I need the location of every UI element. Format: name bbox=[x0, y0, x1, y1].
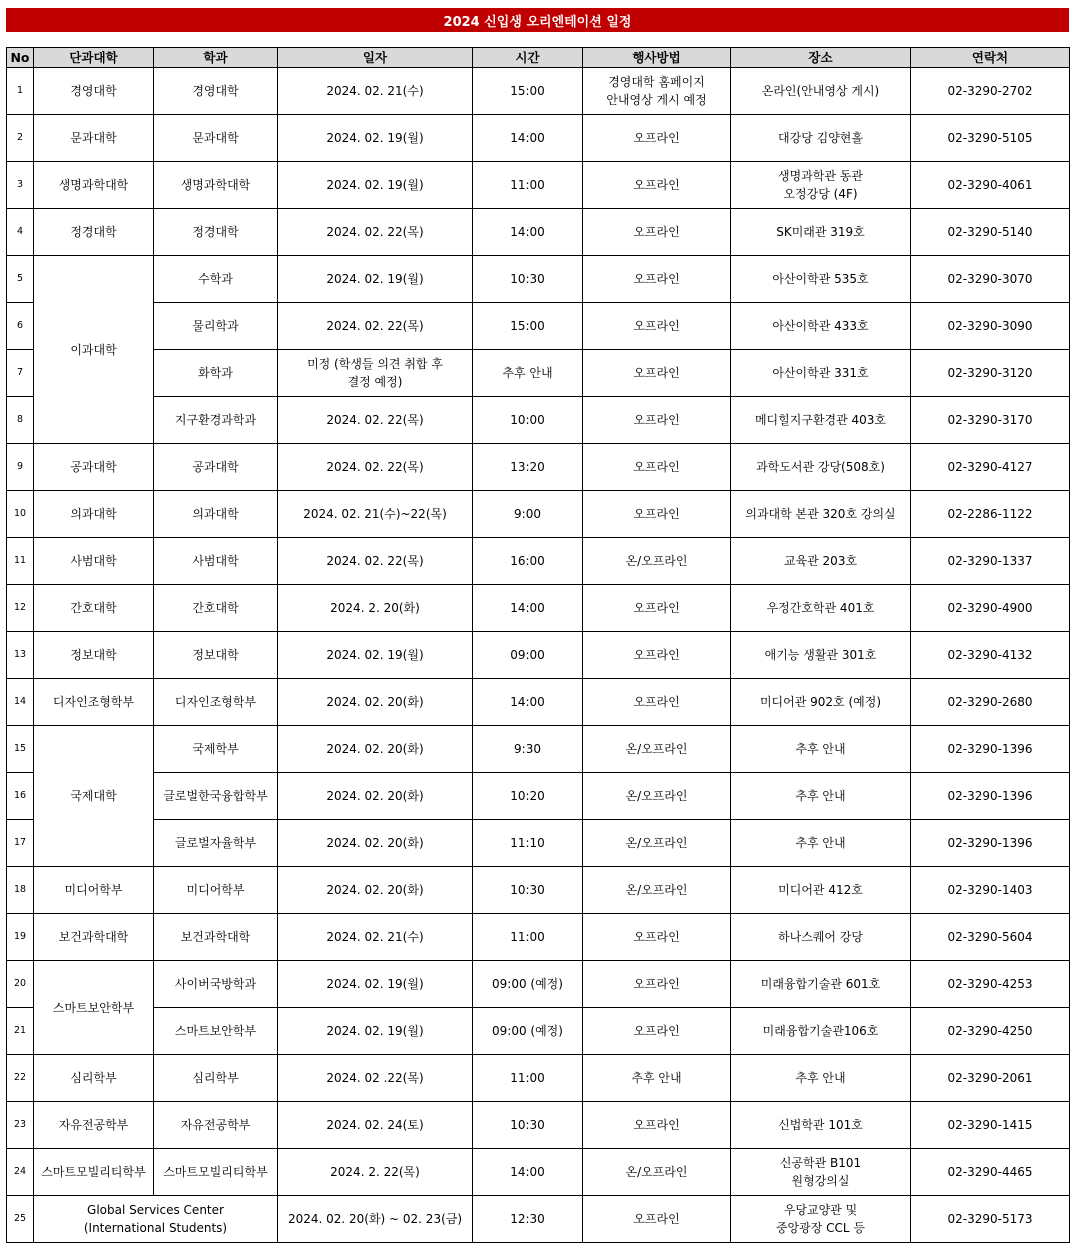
header-row bbox=[7, 48, 1070, 68]
table-row bbox=[7, 303, 1070, 350]
place-cell: 대강당 김양현홀 bbox=[731, 115, 911, 162]
contact-cell: 02-3290-1396 bbox=[911, 773, 1070, 820]
time-cell: 09:00 (예정) bbox=[473, 1008, 583, 1055]
row-number-cell: 21 bbox=[7, 1008, 34, 1055]
place-cell: 미래융합기술관106호 bbox=[731, 1008, 911, 1055]
dept-cell: 사이버국방학과 bbox=[154, 961, 278, 1008]
dept-cell: 간호대학 bbox=[154, 585, 278, 632]
table-row bbox=[7, 585, 1070, 632]
place-cell: 추후 안내 bbox=[731, 773, 911, 820]
method-cell: 오프라인 bbox=[583, 1102, 731, 1149]
dept-cell: 국제학부 bbox=[154, 726, 278, 773]
college-cell: 생명과학대학 bbox=[34, 162, 154, 209]
dept-cell: 생명과학대학 bbox=[154, 162, 278, 209]
place-cell: 미디어관 902호 (예정) bbox=[731, 679, 911, 726]
contact-cell: 02-3290-5105 bbox=[911, 115, 1070, 162]
college-cell: 스마트모빌리티학부 bbox=[34, 1149, 154, 1196]
dept-cell: 글로벌자율학부 bbox=[154, 820, 278, 867]
table-row bbox=[7, 209, 1070, 256]
dept-cell: 자유전공학부 bbox=[154, 1102, 278, 1149]
table-row bbox=[7, 820, 1070, 867]
row-number-cell: 1 bbox=[7, 68, 34, 115]
table-row bbox=[7, 773, 1070, 820]
row-number-cell: 8 bbox=[7, 397, 34, 444]
dept-cell: 수학과 bbox=[154, 256, 278, 303]
method-cell: 오프라인 bbox=[583, 397, 731, 444]
contact-cell: 02-3290-4132 bbox=[911, 632, 1070, 679]
date-cell: 2024. 02. 22(목) bbox=[278, 303, 473, 350]
date-cell: 2024. 02. 19(월) bbox=[278, 961, 473, 1008]
row-number-cell: 5 bbox=[7, 256, 34, 303]
row-number-cell: 9 bbox=[7, 444, 34, 491]
dept-cell: 스마트모빌리티학부 bbox=[154, 1149, 278, 1196]
dept-cell: 심리학부 bbox=[154, 1055, 278, 1102]
contact-cell: 02-3290-2061 bbox=[911, 1055, 1070, 1102]
college-cell: 심리학부 bbox=[34, 1055, 154, 1102]
dept-cell: 물리학과 bbox=[154, 303, 278, 350]
time-cell: 9:00 bbox=[473, 491, 583, 538]
page-title: 2024 신입생 오리엔테이션 일정 bbox=[6, 8, 1069, 32]
date-cell: 2024. 02. 22(목) bbox=[278, 444, 473, 491]
method-cell: 오프라인 bbox=[583, 444, 731, 491]
college-cell: 사범대학 bbox=[34, 538, 154, 585]
college-cell: 디자인조형학부 bbox=[34, 679, 154, 726]
table-row bbox=[7, 1196, 1070, 1243]
dept-cell: 정경대학 bbox=[154, 209, 278, 256]
date-cell: 2024. 02. 20(화) bbox=[278, 679, 473, 726]
date-cell: 2024. 02 .22(목) bbox=[278, 1055, 473, 1102]
time-cell: 14:00 bbox=[473, 679, 583, 726]
dept-cell: 사범대학 bbox=[154, 538, 278, 585]
date-cell: 2024. 2. 20(화) bbox=[278, 585, 473, 632]
table-row bbox=[7, 1102, 1070, 1149]
row-number-cell: 17 bbox=[7, 820, 34, 867]
method-cell: 온/오프라인 bbox=[583, 773, 731, 820]
college-cell: 정보대학 bbox=[34, 632, 154, 679]
college-cell: 보건과학대학 bbox=[34, 914, 154, 961]
contact-cell: 02-3290-4061 bbox=[911, 162, 1070, 209]
date-cell: 2024. 02. 20(화) bbox=[278, 773, 473, 820]
time-cell: 15:00 bbox=[473, 303, 583, 350]
place-cell: 과학도서관 강당(508호) bbox=[731, 444, 911, 491]
table-row bbox=[7, 397, 1070, 444]
date-cell: 2024. 02. 21(수) bbox=[278, 68, 473, 115]
date-cell: 2024. 2. 22(목) bbox=[278, 1149, 473, 1196]
date-cell: 2024. 02. 20(화) ~ 02. 23(금) bbox=[278, 1196, 473, 1243]
contact-cell: 02-3290-1403 bbox=[911, 867, 1070, 914]
dept-cell: 의과대학 bbox=[154, 491, 278, 538]
place-cell: 생명과학관 동관 오정강당 (4F) bbox=[731, 162, 911, 209]
dept-cell: 보건과학대학 bbox=[154, 914, 278, 961]
method-cell: 온/오프라인 bbox=[583, 726, 731, 773]
row-number-cell: 23 bbox=[7, 1102, 34, 1149]
row-number-cell: 13 bbox=[7, 632, 34, 679]
college-cell: 공과대학 bbox=[34, 444, 154, 491]
date-cell: 2024. 02. 19(월) bbox=[278, 1008, 473, 1055]
table-body bbox=[7, 68, 1070, 1243]
method-cell: 오프라인 bbox=[583, 914, 731, 961]
place-cell: 미래융합기술관 601호 bbox=[731, 961, 911, 1008]
col-header-college: 단과대학 bbox=[34, 48, 154, 68]
contact-cell: 02-3290-4127 bbox=[911, 444, 1070, 491]
table-row bbox=[7, 914, 1070, 961]
row-number-cell: 11 bbox=[7, 538, 34, 585]
time-cell: 추후 안내 bbox=[473, 350, 583, 397]
row-number-cell: 15 bbox=[7, 726, 34, 773]
method-cell: 오프라인 bbox=[583, 256, 731, 303]
table-row bbox=[7, 1149, 1070, 1196]
college-cell: 스마트보안학부 bbox=[34, 961, 154, 1055]
col-header-dept: 학과 bbox=[154, 48, 278, 68]
place-cell: SK미래관 319호 bbox=[731, 209, 911, 256]
contact-cell: 02-3290-5604 bbox=[911, 914, 1070, 961]
time-cell: 16:00 bbox=[473, 538, 583, 585]
method-cell: 오프라인 bbox=[583, 303, 731, 350]
row-number-cell: 22 bbox=[7, 1055, 34, 1102]
college-cell: 의과대학 bbox=[34, 491, 154, 538]
contact-cell: 02-3290-1396 bbox=[911, 726, 1070, 773]
method-cell: 온/오프라인 bbox=[583, 1149, 731, 1196]
college-cell: 국제대학 bbox=[34, 726, 154, 867]
contact-cell: 02-3290-3070 bbox=[911, 256, 1070, 303]
table-row bbox=[7, 68, 1070, 115]
time-cell: 09:00 bbox=[473, 632, 583, 679]
table-row bbox=[7, 350, 1070, 397]
college-cell: 경영대학 bbox=[34, 68, 154, 115]
method-cell: 오프라인 bbox=[583, 961, 731, 1008]
row-number-cell: 3 bbox=[7, 162, 34, 209]
dept-cell: 경영대학 bbox=[154, 68, 278, 115]
method-cell: 오프라인 bbox=[583, 162, 731, 209]
date-cell: 2024. 02. 24(토) bbox=[278, 1102, 473, 1149]
place-cell: 추후 안내 bbox=[731, 820, 911, 867]
contact-cell: 02-3290-5140 bbox=[911, 209, 1070, 256]
time-cell: 14:00 bbox=[473, 585, 583, 632]
contact-cell: 02-3290-4465 bbox=[911, 1149, 1070, 1196]
place-cell: 추후 안내 bbox=[731, 726, 911, 773]
contact-cell: 02-3290-3120 bbox=[911, 350, 1070, 397]
time-cell: 10:30 bbox=[473, 1102, 583, 1149]
row-number-cell: 4 bbox=[7, 209, 34, 256]
dept-cell: 미디어학부 bbox=[154, 867, 278, 914]
row-number-cell: 10 bbox=[7, 491, 34, 538]
time-cell: 09:00 (예정) bbox=[473, 961, 583, 1008]
date-cell: 2024. 02. 20(화) bbox=[278, 867, 473, 914]
table-row bbox=[7, 867, 1070, 914]
time-cell: 10:30 bbox=[473, 867, 583, 914]
dept-cell: 스마트보안학부 bbox=[154, 1008, 278, 1055]
table-row bbox=[7, 1008, 1070, 1055]
row-number-cell: 24 bbox=[7, 1149, 34, 1196]
row-number-cell: 2 bbox=[7, 115, 34, 162]
place-cell: 우정간호학관 401호 bbox=[731, 585, 911, 632]
place-cell: 아산이학관 331호 bbox=[731, 350, 911, 397]
method-cell: 온/오프라인 bbox=[583, 820, 731, 867]
college-cell: 이과대학 bbox=[34, 256, 154, 444]
dept-cell: 공과대학 bbox=[154, 444, 278, 491]
college-dept-cell: Global Services Center (International Students) bbox=[34, 1196, 278, 1243]
dept-cell: 정보대학 bbox=[154, 632, 278, 679]
dept-cell: 문과대학 bbox=[154, 115, 278, 162]
table-row bbox=[7, 115, 1070, 162]
contact-cell: 02-3290-3090 bbox=[911, 303, 1070, 350]
date-cell: 2024. 02. 21(수)~22(목) bbox=[278, 491, 473, 538]
place-cell: 아산이학관 433호 bbox=[731, 303, 911, 350]
table-row bbox=[7, 632, 1070, 679]
date-cell: 2024. 02. 22(목) bbox=[278, 209, 473, 256]
date-cell: 2024. 02. 19(월) bbox=[278, 632, 473, 679]
time-cell: 14:00 bbox=[473, 115, 583, 162]
contact-cell: 02-3290-3170 bbox=[911, 397, 1070, 444]
method-cell: 온/오프라인 bbox=[583, 538, 731, 585]
method-cell: 오프라인 bbox=[583, 1196, 731, 1243]
dept-cell: 디자인조형학부 bbox=[154, 679, 278, 726]
method-cell: 오프라인 bbox=[583, 350, 731, 397]
date-cell: 미정 (학생들 의견 취합 후 결정 예정) bbox=[278, 350, 473, 397]
place-cell: 온라인(안내영상 게시) bbox=[731, 68, 911, 115]
place-cell: 신공학관 B101 원형강의실 bbox=[731, 1149, 911, 1196]
time-cell: 11:00 bbox=[473, 162, 583, 209]
date-cell: 2024. 02. 22(목) bbox=[278, 538, 473, 585]
time-cell: 10:20 bbox=[473, 773, 583, 820]
method-cell: 오프라인 bbox=[583, 632, 731, 679]
table-row bbox=[7, 679, 1070, 726]
schedule-table bbox=[6, 47, 1070, 1243]
place-cell: 아산이학관 535호 bbox=[731, 256, 911, 303]
place-cell: 메디힐지구환경관 403호 bbox=[731, 397, 911, 444]
row-number-cell: 20 bbox=[7, 961, 34, 1008]
time-cell: 10:00 bbox=[473, 397, 583, 444]
time-cell: 11:00 bbox=[473, 1055, 583, 1102]
date-cell: 2024. 02. 19(월) bbox=[278, 256, 473, 303]
row-number-cell: 6 bbox=[7, 303, 34, 350]
dept-cell: 글로벌한국융합학부 bbox=[154, 773, 278, 820]
time-cell: 12:30 bbox=[473, 1196, 583, 1243]
time-cell: 9:30 bbox=[473, 726, 583, 773]
place-cell: 교육관 203호 bbox=[731, 538, 911, 585]
contact-cell: 02-3290-1396 bbox=[911, 820, 1070, 867]
method-cell: 오프라인 bbox=[583, 1008, 731, 1055]
method-cell: 온/오프라인 bbox=[583, 867, 731, 914]
contact-cell: 02-3290-4900 bbox=[911, 585, 1070, 632]
row-number-cell: 18 bbox=[7, 867, 34, 914]
place-cell: 추후 안내 bbox=[731, 1055, 911, 1102]
contact-cell: 02-3290-1415 bbox=[911, 1102, 1070, 1149]
table-row bbox=[7, 444, 1070, 491]
time-cell: 15:00 bbox=[473, 68, 583, 115]
table-row bbox=[7, 1055, 1070, 1102]
col-header-time: 시간 bbox=[473, 48, 583, 68]
date-cell: 2024. 02. 19(월) bbox=[278, 162, 473, 209]
time-cell: 14:00 bbox=[473, 1149, 583, 1196]
college-cell: 간호대학 bbox=[34, 585, 154, 632]
method-cell: 오프라인 bbox=[583, 115, 731, 162]
row-number-cell: 19 bbox=[7, 914, 34, 961]
table-row bbox=[7, 726, 1070, 773]
col-header-no: No bbox=[7, 48, 34, 68]
row-number-cell: 16 bbox=[7, 773, 34, 820]
table-row bbox=[7, 256, 1070, 303]
col-header-date: 일자 bbox=[278, 48, 473, 68]
contact-cell: 02-3290-2680 bbox=[911, 679, 1070, 726]
contact-cell: 02-3290-4250 bbox=[911, 1008, 1070, 1055]
table-row bbox=[7, 538, 1070, 585]
date-cell: 2024. 02. 22(목) bbox=[278, 397, 473, 444]
col-header-method: 행사방법 bbox=[583, 48, 731, 68]
place-cell: 애기능 생활관 301호 bbox=[731, 632, 911, 679]
time-cell: 14:00 bbox=[473, 209, 583, 256]
college-cell: 미디어학부 bbox=[34, 867, 154, 914]
contact-cell: 02-3290-2702 bbox=[911, 68, 1070, 115]
method-cell: 추후 안내 bbox=[583, 1055, 731, 1102]
col-header-contact: 연락처 bbox=[911, 48, 1070, 68]
row-number-cell: 12 bbox=[7, 585, 34, 632]
table-row bbox=[7, 162, 1070, 209]
contact-cell: 02-2286-1122 bbox=[911, 491, 1070, 538]
college-cell: 자유전공학부 bbox=[34, 1102, 154, 1149]
method-cell: 오프라인 bbox=[583, 491, 731, 538]
table-row bbox=[7, 491, 1070, 538]
dept-cell: 지구환경과학과 bbox=[154, 397, 278, 444]
date-cell: 2024. 02. 21(수) bbox=[278, 914, 473, 961]
time-cell: 10:30 bbox=[473, 256, 583, 303]
date-cell: 2024. 02. 20(화) bbox=[278, 726, 473, 773]
place-cell: 의과대학 본관 320호 강의실 bbox=[731, 491, 911, 538]
row-number-cell: 14 bbox=[7, 679, 34, 726]
contact-cell: 02-3290-1337 bbox=[911, 538, 1070, 585]
time-cell: 13:20 bbox=[473, 444, 583, 491]
dept-cell: 화학과 bbox=[154, 350, 278, 397]
method-cell: 오프라인 bbox=[583, 585, 731, 632]
col-header-place: 장소 bbox=[731, 48, 911, 68]
time-cell: 11:10 bbox=[473, 820, 583, 867]
contact-cell: 02-3290-5173 bbox=[911, 1196, 1070, 1243]
place-cell: 하나스퀘어 강당 bbox=[731, 914, 911, 961]
contact-cell: 02-3290-4253 bbox=[911, 961, 1070, 1008]
table-row bbox=[7, 961, 1070, 1008]
place-cell: 신법학관 101호 bbox=[731, 1102, 911, 1149]
method-cell: 오프라인 bbox=[583, 209, 731, 256]
college-cell: 문과대학 bbox=[34, 115, 154, 162]
method-cell: 경영대학 홈페이지 안내영상 게시 예정 bbox=[583, 68, 731, 115]
date-cell: 2024. 02. 20(화) bbox=[278, 820, 473, 867]
row-number-cell: 7 bbox=[7, 350, 34, 397]
place-cell: 미디어관 412호 bbox=[731, 867, 911, 914]
method-cell: 오프라인 bbox=[583, 679, 731, 726]
row-number-cell: 25 bbox=[7, 1196, 34, 1243]
time-cell: 11:00 bbox=[473, 914, 583, 961]
college-cell: 정경대학 bbox=[34, 209, 154, 256]
date-cell: 2024. 02. 19(월) bbox=[278, 115, 473, 162]
place-cell: 우당교양관 및 중앙광장 CCL 등 bbox=[731, 1196, 911, 1243]
